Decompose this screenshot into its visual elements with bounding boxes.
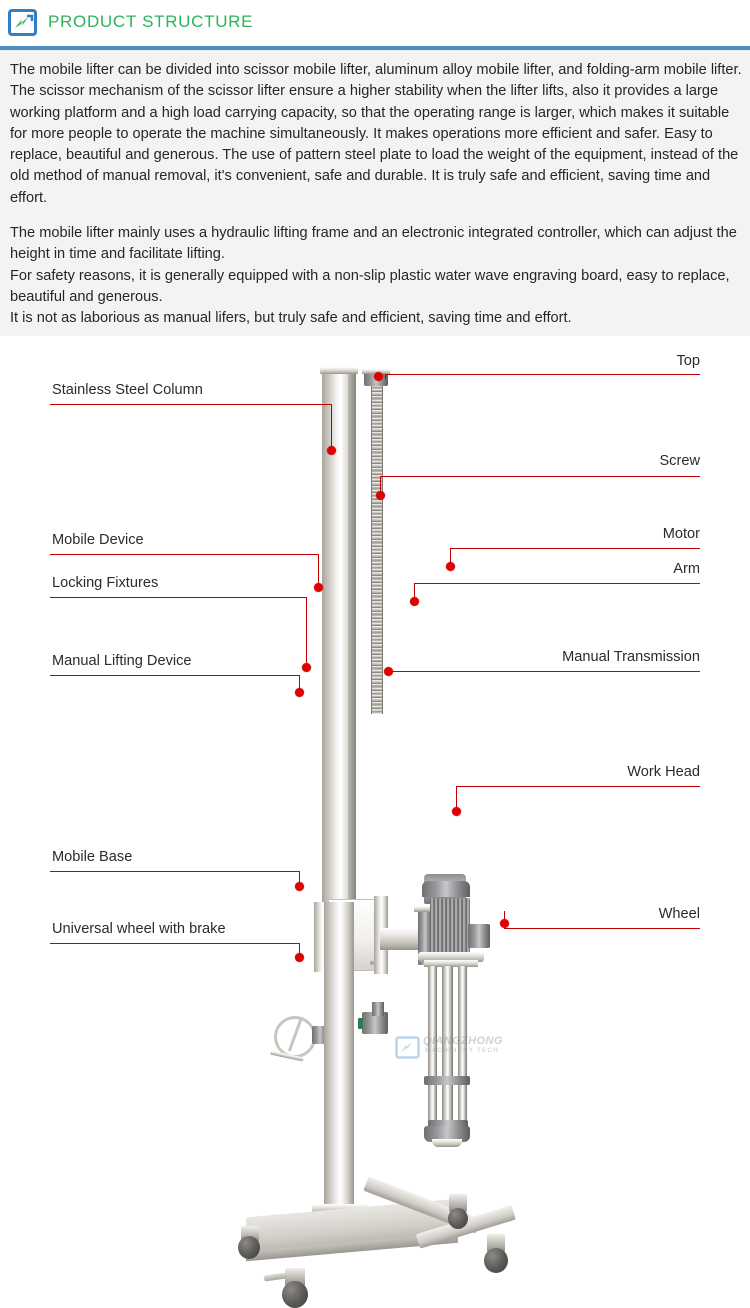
caster-wheel-front-right [484, 1248, 508, 1273]
qiangzhong-logo-icon [8, 9, 38, 38]
callout-dot-motor [446, 562, 455, 571]
label-stainless-steel-column: Stainless Steel Column [52, 382, 203, 398]
label-motor: Motor [662, 526, 700, 542]
leader-line-top [385, 374, 700, 375]
paragraph-spacer [10, 209, 742, 223]
callout-dot-wheel [500, 919, 509, 928]
base-post [324, 902, 354, 1212]
column-shadow [348, 372, 356, 902]
work-head-tip [432, 1139, 462, 1147]
leader-line-locking-fixtures-v [306, 597, 307, 667]
callout-dot-screw [376, 491, 385, 500]
callout-dot-top [374, 372, 383, 381]
watermark-brand: QIANGZHONG [423, 1035, 503, 1047]
callout-dot-mobile-device [314, 583, 323, 592]
leader-line-motor [450, 548, 700, 549]
caster-wheel-left [238, 1236, 260, 1259]
watermark-logo-icon [395, 1036, 421, 1060]
caster-wheel-front-left-brake [282, 1281, 308, 1308]
work-head-shaft-right [458, 966, 467, 1131]
work-head-shaft-left [428, 966, 437, 1131]
label-manual-lifting-device: Manual Lifting Device [52, 653, 192, 669]
description-paragraph-2: The mobile lifter mainly uses a hydraulic lifting frame and an electronic integrated controller, which can adjust the height in time and facilitate lifting. [10, 225, 737, 263]
callout-dot-arm [410, 597, 419, 606]
label-screw: Screw [659, 453, 700, 469]
callout-dot-stainless-steel-column [327, 446, 336, 455]
work-head-mid-collar [424, 1076, 470, 1085]
product-structure-diagram [0, 336, 750, 1054]
leader-line-stainless-steel-column-v [331, 404, 332, 450]
label-mobile-device: Mobile Device [52, 532, 144, 548]
label-work-head: Work Head [627, 764, 700, 780]
motor-housing [430, 898, 470, 956]
leader-line-manual-lifting-device [50, 675, 300, 676]
label-universal-wheel-with-brake: Universal wheel with brake [52, 921, 226, 937]
leader-line-arm [414, 583, 700, 584]
callout-dot-manual-transmission [384, 667, 393, 676]
callout-dot-work-head [452, 807, 461, 816]
motor-terminal-box [468, 924, 490, 948]
brand-watermark [395, 1032, 515, 1068]
carriage-bolt [370, 961, 374, 965]
leader-line-wheel [504, 928, 700, 929]
column-top-cap [320, 367, 358, 374]
leader-line-work-head [456, 786, 700, 787]
watermark-tagline: MACHINERY TECH [425, 1047, 499, 1054]
leader-line-locking-fixtures [50, 597, 307, 598]
leader-line-stainless-steel-column [50, 404, 332, 405]
leader-line-mobile-base [50, 871, 300, 872]
transmission-bracket [372, 1002, 384, 1016]
leader-line-mobile-device [50, 554, 319, 555]
leader-line-top-v [385, 374, 386, 379]
callout-dot-locking-fixtures [302, 663, 311, 672]
leader-line-manual-transmission [388, 671, 700, 672]
description-paragraph-1: The mobile lifter can be divided into scissor mobile lifter, aluminum alloy mobile lifter, and folding-arm mobile lifter. The scissor mechanism of the scissor lifter ensure a higher stability when the lifter lifts, also it provides a large working platform and a high load carrying capacity, so that the operating range is larger, which makes it suitable for more people to operate the machine simultaneously. It makes operations more efficient and safer. Easy to replace, beautiful and generous. The use of pattern steel plate to load the weight of the equipment, instead of the old method of manual removal, it's convenient, safe and durable. It is truly safe and efficient, saving time and effort. [10, 62, 742, 206]
page-header [0, 0, 750, 46]
description-paragraph-3: For safety reasons, it is generally equipped with a non-slip plastic water wave engraving board, easy to replace, beautiful and generous. [10, 267, 730, 305]
callout-dot-mobile-base [295, 882, 304, 891]
label-manual-transmission: Manual Transmission [562, 649, 700, 665]
product-description-panel [0, 52, 750, 336]
label-arm: Arm [673, 561, 700, 577]
callout-dot-manual-lifting-device [295, 688, 304, 697]
callout-dot-universal-wheel-with-brake [295, 953, 304, 962]
label-top: Top [676, 353, 700, 369]
description-paragraph-4: It is not as laborious as manual lifers, but truly safe and efficient, saving time and effort. [10, 310, 572, 327]
caster-brake-lever [264, 1272, 287, 1281]
motor-fan-cover [422, 881, 470, 897]
label-wheel: Wheel [658, 906, 700, 922]
leader-line-screw [380, 476, 700, 477]
label-mobile-base: Mobile Base [52, 849, 133, 865]
transmission-green-marker [358, 1018, 363, 1029]
page-title: PRODUCT STRUCTURE [48, 12, 254, 31]
leader-line-universal-wheel-with-brake [50, 943, 300, 944]
label-locking-fixtures: Locking Fixtures [52, 575, 159, 591]
work-head-shaft-center [442, 966, 453, 1131]
caster-wheel-rear-right [448, 1208, 468, 1229]
lead-screw-part [371, 384, 383, 714]
